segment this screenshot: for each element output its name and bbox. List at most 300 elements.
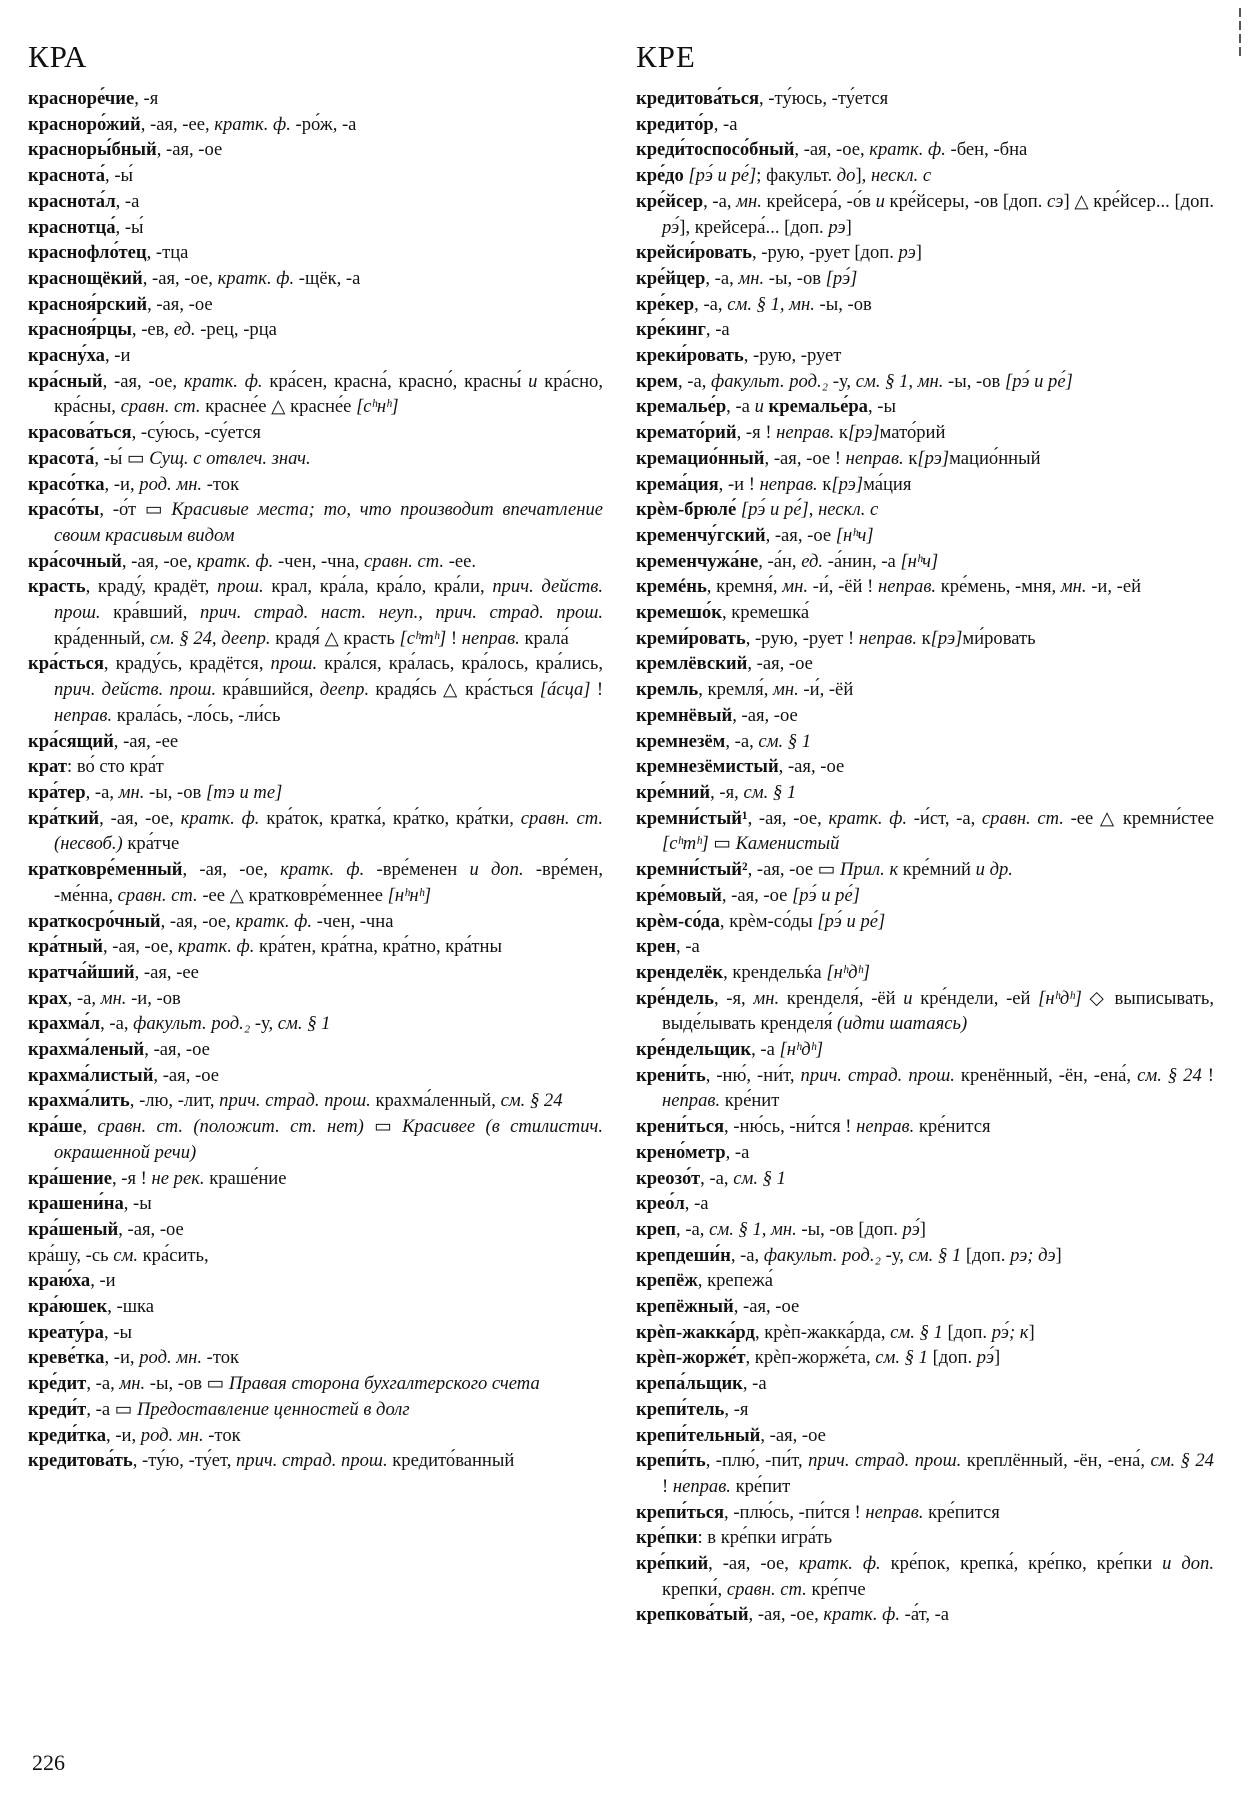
headword: креди́тоспосо́бный [636, 139, 795, 161]
grammar-note: кратк. ф. [823, 1604, 900, 1626]
headword: крепа́льщик [636, 1373, 743, 1395]
headword: кра́сться [28, 653, 104, 675]
entry-text: кра́тен, кра́тна, кра́тно, кра́тны [254, 936, 502, 958]
grammar-note: [cʰтʰ] [662, 833, 709, 855]
entry-text: креплённый, -ён, -ена́, [961, 1450, 1151, 1472]
headword: крени́ть [636, 1064, 706, 1086]
right-running-head: КРЕ [636, 39, 696, 74]
headword: красть [28, 576, 86, 598]
dictionary-entry [636, 112, 1214, 138]
grammar-note: род. мн. [139, 1347, 203, 1369]
entry-text: кре́пит [730, 1475, 791, 1497]
grammar-note: рэ [828, 216, 846, 238]
headword: кремлёвский [636, 653, 748, 675]
entry-text: ] [845, 216, 852, 238]
grammar-note: сравн. ст. [117, 884, 198, 906]
dictionary-entry [28, 1371, 603, 1397]
entry-text: кра́сно, кра́сны, [54, 370, 603, 418]
headword: кра́ше [28, 1116, 83, 1138]
headword: кредитова́ть [28, 1450, 133, 1472]
grammar-note: кратк. ф. [196, 550, 274, 572]
entry-text: , -а [684, 1193, 709, 1215]
entry-text: -вре́менен [364, 859, 470, 881]
entry-text: , -а, [703, 190, 737, 212]
headword: крѐм-брюле́ [636, 499, 737, 521]
headword: кременчужа́не [636, 550, 759, 572]
grammar-note: [áсца] [539, 679, 591, 701]
grammar-note: Предоставление ценностей в долг [136, 1398, 410, 1420]
grammar-note: [нʰдʰ] [1038, 987, 1082, 1009]
grammar-note: [рэ] [930, 627, 963, 649]
dictionary-entry [636, 1114, 1214, 1140]
entry-text: -ы, -ов [доп. [796, 1218, 903, 1240]
entry-text: , -а, [705, 267, 739, 289]
dictionary-entry [28, 1320, 603, 1346]
dictionary-entry [636, 986, 1214, 1037]
dictionary-entry [636, 703, 1214, 729]
entry-text: -у, [880, 1244, 909, 1266]
entry-text: , -о́т ▭ [99, 499, 172, 521]
entry-text: кре́нит [720, 1090, 780, 1112]
entry-text: ] △ кре́йсер... [доп. [1063, 190, 1214, 212]
entry-text: , -ая, -ое [732, 704, 798, 726]
headword: краснотца́ [28, 216, 116, 238]
headword: креозо́т [636, 1167, 701, 1189]
entry-text: -ы, -ов [144, 781, 206, 803]
entry-text: , -а, [85, 781, 119, 803]
grammar-note: сравн. ст. (положит. ст. нет) [97, 1116, 364, 1138]
grammar-note: факульт. род.₂ [711, 370, 829, 392]
entry-text: кре́пче [806, 1578, 866, 1600]
entry-text: , -ы́ [105, 165, 134, 187]
entry-text: кра́вший, [100, 602, 200, 624]
dictionary-entry [636, 934, 1214, 960]
headword: кремалье́р [636, 396, 727, 418]
entry-text: кре́мний [898, 859, 976, 881]
headword: кра́юшек [28, 1296, 108, 1318]
entry-text: , -ая, -ое [765, 524, 836, 546]
entry-text: , кремня́, [706, 576, 783, 598]
entry-text: -рец, -рца [195, 319, 277, 341]
dictionary-entry [636, 472, 1214, 498]
dictionary-entry [636, 1397, 1214, 1423]
headword: кратковре́менный [28, 859, 183, 881]
headword: крах [28, 987, 68, 1009]
grammar-note: сравн. ст. [981, 807, 1064, 829]
grammar-note: мн. [119, 1373, 146, 1395]
grammar-note: см. § 1, мн. [855, 370, 944, 392]
headword: крео́л [636, 1193, 685, 1215]
entry-text: -ы, -ов ▭ [145, 1373, 229, 1395]
entry-text: , -и, [106, 1424, 141, 1446]
headword: кремни́стый² [636, 859, 748, 881]
dictionary-entry [636, 446, 1214, 472]
entry-text: , -а [676, 936, 700, 958]
grammar-note: и [875, 190, 885, 212]
grammar-note: сравн. ст. (несвоб.) [54, 807, 603, 855]
headword: кра́сящий [28, 730, 114, 752]
grammar-note: прич. страд. прош. [800, 1064, 955, 1086]
grammar-note: [cʰнʰ] [356, 396, 399, 418]
dictionary-entry [636, 420, 1214, 446]
headword: кра́тер [28, 781, 86, 803]
entry-text: ] [1028, 1321, 1035, 1343]
entry-text: , -шка [107, 1296, 155, 1318]
entry-text: ], крейсера́... [доп. [679, 216, 829, 238]
headword: кре́кинг [636, 319, 706, 341]
entry-text: ▭ [708, 833, 736, 855]
dictionary-entry [636, 1525, 1214, 1551]
entry-text: , крепежа́ [697, 1270, 773, 1292]
headword: красноя́рцы [28, 319, 132, 341]
dictionary-entry [28, 497, 603, 548]
entry-text: -чен, -чна [312, 910, 394, 932]
entry-text: ] [915, 242, 922, 264]
entry-text: , -а, [694, 293, 728, 315]
dictionary-entry [28, 1037, 603, 1063]
dictionary-entry [28, 1191, 603, 1217]
headword: кремешо́к [636, 602, 722, 624]
entry-text: -а́т, -а [899, 1604, 950, 1626]
grammar-note: кратк. ф. [177, 936, 255, 958]
entry-text: кре́ндели, -ей [912, 987, 1039, 1009]
dictionary-entry [28, 1397, 603, 1423]
entry-text: , -я [724, 1398, 749, 1420]
grammar-note: [рэ] [917, 447, 950, 469]
entry-text: -и, -ов [126, 987, 181, 1009]
entry-text: , -ая, -ое, [794, 139, 870, 161]
dictionary-entry [636, 626, 1214, 652]
dictionary-entry [636, 369, 1214, 395]
grammar-note: мн. [753, 987, 780, 1009]
grammar-note: (идти шатаясь) [837, 1013, 968, 1035]
entry-text: , -я ! [736, 422, 777, 444]
dictionary-entry [28, 189, 603, 215]
dictionary-entry [28, 86, 603, 112]
headword: крахма́лить [28, 1090, 130, 1112]
left-entry-list [28, 86, 603, 1474]
headword: крепёж [636, 1270, 698, 1292]
headword: кремль [636, 679, 699, 701]
entry-text: , -ая, -ое [118, 1218, 184, 1240]
headword: кремнёвый [636, 704, 733, 726]
grammar-note: неправ. [662, 1090, 721, 1112]
grammar-note: ед. [173, 319, 196, 341]
entry-text: крал, кра́ла, кра́ло, кра́ли, [263, 576, 493, 598]
entry-text: , -ы [867, 396, 896, 418]
margin-marks [1236, 4, 1244, 74]
grammar-note: и др. [975, 859, 1013, 881]
entry-text: ; факульт. [756, 165, 837, 187]
entry-text: , -плю́сь, -пи́тся ! [724, 1501, 866, 1523]
dictionary-entry [636, 137, 1214, 163]
entry-text: мато́рий [879, 422, 946, 444]
dictionary-entry [28, 112, 603, 138]
entry-text: , -и [90, 1270, 116, 1292]
entry-text: , -плю́, -пи́т, [705, 1450, 809, 1472]
entry-text: , -ая, -ое [153, 1064, 219, 1086]
dictionary-entry [28, 1268, 603, 1294]
entry-text: к [817, 473, 832, 495]
entry-text: , -ая, -ое, [102, 936, 178, 958]
grammar-note: прич. страд. прош. [808, 1450, 962, 1472]
grammar-note: и [528, 370, 538, 392]
left-column [28, 36, 603, 1474]
dictionary-entry [28, 754, 603, 780]
headword: краснота́л [28, 190, 116, 212]
entry-text: , -а, [676, 1218, 710, 1240]
dictionary-entry [28, 1448, 603, 1474]
grammar-note: мн. [736, 190, 762, 212]
entry-text: , -а [726, 396, 755, 418]
grammar-note: [нʰдʰ] [826, 961, 870, 983]
grammar-note: см. § 1 [743, 781, 797, 803]
entry-text: , -я, [713, 987, 754, 1009]
entry-text: , -рую, -рует [743, 345, 842, 367]
left-running-head: КРА [28, 39, 88, 74]
grammar-note: см. § 1 [758, 730, 812, 752]
headword: кре́до [636, 165, 684, 187]
headword: крейси́ровать [636, 242, 752, 264]
grammar-note: [cʰтʰ] [399, 627, 447, 649]
page-number: 226 [32, 1750, 65, 1775]
dictionary-entry [636, 857, 1214, 883]
dictionary-entry [636, 1268, 1214, 1294]
entry-text: краше́ние [204, 1167, 287, 1189]
headword: креди́т [28, 1398, 87, 1420]
grammar-note: до [836, 165, 856, 187]
headword: кре́мовый [636, 884, 722, 906]
headword: красо́ты [28, 499, 100, 521]
entry-text: крала́сь, -ло́сь, -ли́сь [112, 704, 281, 726]
entry-text: , -а [742, 1373, 767, 1395]
entry-text: , -ая, -ое, [121, 550, 197, 572]
entry-text: ], [855, 165, 871, 187]
grammar-note: прич. действ. прош. [54, 679, 217, 701]
dictionary-entry [636, 1191, 1214, 1217]
headword: кра́шеный [28, 1218, 119, 1240]
entry-text: -ы, -ов [764, 267, 826, 289]
headword: кра́сочный [28, 550, 122, 572]
headword: кратча́йший [28, 961, 135, 983]
headword: крепи́тель [636, 1398, 725, 1420]
entry-text: , крендельќа [723, 961, 827, 983]
headword: красну́ха [28, 345, 105, 367]
headword: креки́ровать [636, 345, 744, 367]
headword: краю́ха [28, 1270, 91, 1292]
entry-text: крейсера́, -о́в [761, 190, 876, 212]
entry-text: , -ая, -ое, [142, 267, 218, 289]
headword: крема́ция [636, 473, 719, 495]
grammar-note: неправ. [54, 704, 113, 726]
dictionary-entry [28, 240, 603, 266]
grammar-note: см. § 24 [1150, 1450, 1214, 1472]
grammar-note: кратк. ф. [798, 1553, 881, 1575]
entry-text: крадя́ △ красть [270, 627, 400, 649]
grammar-note: см. § 1 [277, 1013, 331, 1035]
dictionary-entry [636, 651, 1214, 677]
dictionary-entry [636, 754, 1214, 780]
right-entry-list [636, 86, 1214, 1628]
entry-text: , крѐп-жакка́рда, [754, 1321, 891, 1343]
entry-text: , -ы́ ▭ [94, 447, 150, 469]
grammar-note: кратк. ф. [183, 370, 263, 392]
entry-text: ] [919, 1218, 926, 1240]
headword: кредито́р [636, 113, 714, 135]
grammar-note: нескл. с [870, 165, 932, 187]
grammar-note: [рэ] [847, 422, 880, 444]
grammar-note: прич. действ. прош. [54, 576, 603, 624]
headword: кре́ндельщик [636, 1039, 752, 1061]
dictionary-entry [636, 780, 1214, 806]
grammar-note: кратк. ф. [217, 267, 295, 289]
dictionary-entry [28, 1011, 603, 1037]
headword: крат [28, 756, 68, 778]
headword: краснощёкий [28, 267, 143, 289]
dictionary-entry [636, 394, 1214, 420]
headword: кре́мний [636, 781, 711, 803]
entry-text: , -а, [730, 1244, 764, 1266]
headword: кремалье́ра [768, 396, 868, 418]
grammar-note: сравн. ст. [120, 396, 201, 418]
grammar-note: рэ́; к [991, 1321, 1029, 1343]
entry-text: -и́, -ёй [798, 679, 854, 701]
entry-text: ◇ выписывать, выде́лывать кренделя́ [662, 987, 1214, 1035]
grammar-note: рэ́ [976, 1347, 995, 1369]
dictionary-entry [636, 86, 1214, 112]
grammar-note: рэ; дэ [1010, 1244, 1056, 1266]
entry-text: кра́сить, [138, 1244, 209, 1266]
headword: краткосро́чный [28, 910, 161, 932]
dictionary-entry [636, 1345, 1214, 1371]
grammar-note: неправ. [856, 1116, 915, 1138]
headword: креату́ра [28, 1321, 104, 1343]
headword: крѐп-жакка́рд [636, 1321, 755, 1343]
headword: красноре́чие [28, 88, 135, 109]
dictionary-entry [636, 1166, 1214, 1192]
grammar-note: Каменистый [735, 833, 840, 855]
entry-text: ! [590, 679, 604, 701]
entry-text: -у, [250, 1013, 278, 1035]
dictionary-entry [636, 1243, 1214, 1269]
entry-text: , -а [725, 1141, 750, 1163]
entry-text: ма́ция [863, 473, 912, 495]
entry-text: -чен, -чна, [273, 550, 365, 572]
entry-text: крадя́сь △ кра́сться [369, 679, 540, 701]
right-column [636, 36, 1214, 1628]
headword: кре́кер [636, 293, 695, 315]
dictionary-entry [28, 549, 603, 575]
headword: кремни́стый¹ [636, 807, 748, 829]
entry-text: , -а, [67, 987, 101, 1009]
entry-text: , -а ▭ [86, 1398, 137, 1420]
dictionary-entry [636, 806, 1214, 857]
entry-text: , -ая, -ое [156, 139, 223, 161]
entry-text: кре́йсеры, -ов [доп. [884, 190, 1048, 212]
dictionary-entry [28, 574, 603, 651]
grammar-note: Красивее (в стилистич. окрашенной речи) [54, 1116, 604, 1163]
entry-text: кра́тче [122, 833, 180, 855]
dictionary-entry [636, 1037, 1214, 1063]
entry-text: -а́нин, -а [823, 550, 901, 572]
headword: кре́йсер [636, 190, 704, 212]
entry-text: , -а, [700, 1167, 734, 1189]
entry-text: -ы, -ов [943, 370, 1005, 392]
headword: красота́ [28, 447, 95, 469]
dictionary-entry [28, 446, 603, 472]
grammar-note: мн. [100, 987, 127, 1009]
entry-text: : во́ сто кра́т [67, 756, 164, 778]
dictionary-entry [636, 549, 1214, 575]
dictionary-entry [636, 240, 1214, 266]
grammar-note: сэ [1047, 190, 1064, 212]
headword: краснота́ [28, 165, 106, 187]
grammar-note: [нʰдʰ] [779, 1039, 824, 1061]
grammar-note: см. § 1, мн. [709, 1218, 797, 1240]
headword: крахма́леный [28, 1039, 145, 1061]
dictionary-entry [636, 1140, 1214, 1166]
headword: крени́ться [636, 1116, 725, 1138]
entry-text: кре́мень, -мня, [936, 576, 1061, 598]
entry-text: , -ту́ю, -ту́ет, [132, 1450, 236, 1472]
grammar-note: кратк. ф. [280, 859, 365, 881]
headword: красова́ться [28, 422, 132, 444]
headword: креве́тка [28, 1347, 105, 1369]
grammar-note: см. [113, 1244, 138, 1266]
entry-text: к [834, 422, 848, 444]
grammar-note: ед. [801, 550, 824, 572]
entry-text: -ток [202, 473, 240, 495]
grammar-note: кратк. ф. [828, 807, 908, 829]
headword: кремато́рий [636, 422, 737, 444]
grammar-note: см. § 1 [875, 1347, 928, 1369]
dictionary-entry [28, 1243, 603, 1269]
entry-text: к [916, 627, 931, 649]
dictionary-entry [636, 1551, 1214, 1602]
headword: крено́метр [636, 1141, 726, 1163]
entry-text: -и́ст, -а, [907, 807, 982, 829]
grammar-note: кратк. ф. [869, 139, 946, 161]
entry-text: , -а [751, 1039, 780, 1061]
entry-text: , -ая, -ое, [747, 807, 829, 829]
grammar-note: кратк. ф. [180, 807, 260, 829]
dictionary-entry [636, 1500, 1214, 1526]
headword: кра́тный [28, 936, 103, 958]
entry-text: , -рую, -рует ! [745, 627, 859, 649]
dictionary-entry [28, 1294, 603, 1320]
headword: кренделёк [636, 961, 724, 983]
headword: креди́тка [28, 1424, 107, 1446]
dictionary-entry [636, 1063, 1214, 1114]
dictionary-entry [28, 909, 603, 935]
entry-text: , -я, [710, 781, 744, 803]
dictionary-entry [28, 1166, 603, 1192]
dictionary-entry [636, 600, 1214, 626]
entry-text: крахма́ленный, [370, 1090, 501, 1112]
grammar-note: неправ. [865, 1501, 924, 1523]
entry-text: , -рую, -рует [доп. [751, 242, 899, 264]
entry-text: , крѐм-со́ды [719, 910, 818, 932]
grammar-note: Сущ. с отвлеч. знач. [149, 447, 311, 469]
dictionary-entry [28, 137, 603, 163]
entry-text: крепки́, [662, 1578, 727, 1600]
entry-text: , -и, [104, 473, 140, 495]
entry-text: , -я [134, 88, 159, 109]
entry-text: , -ню́, -ни́т, [705, 1064, 801, 1086]
entry-text: к [903, 447, 918, 469]
entry-text: , -ту́юсь, -ту́ется [759, 88, 889, 109]
dictionary-entry [28, 292, 603, 318]
